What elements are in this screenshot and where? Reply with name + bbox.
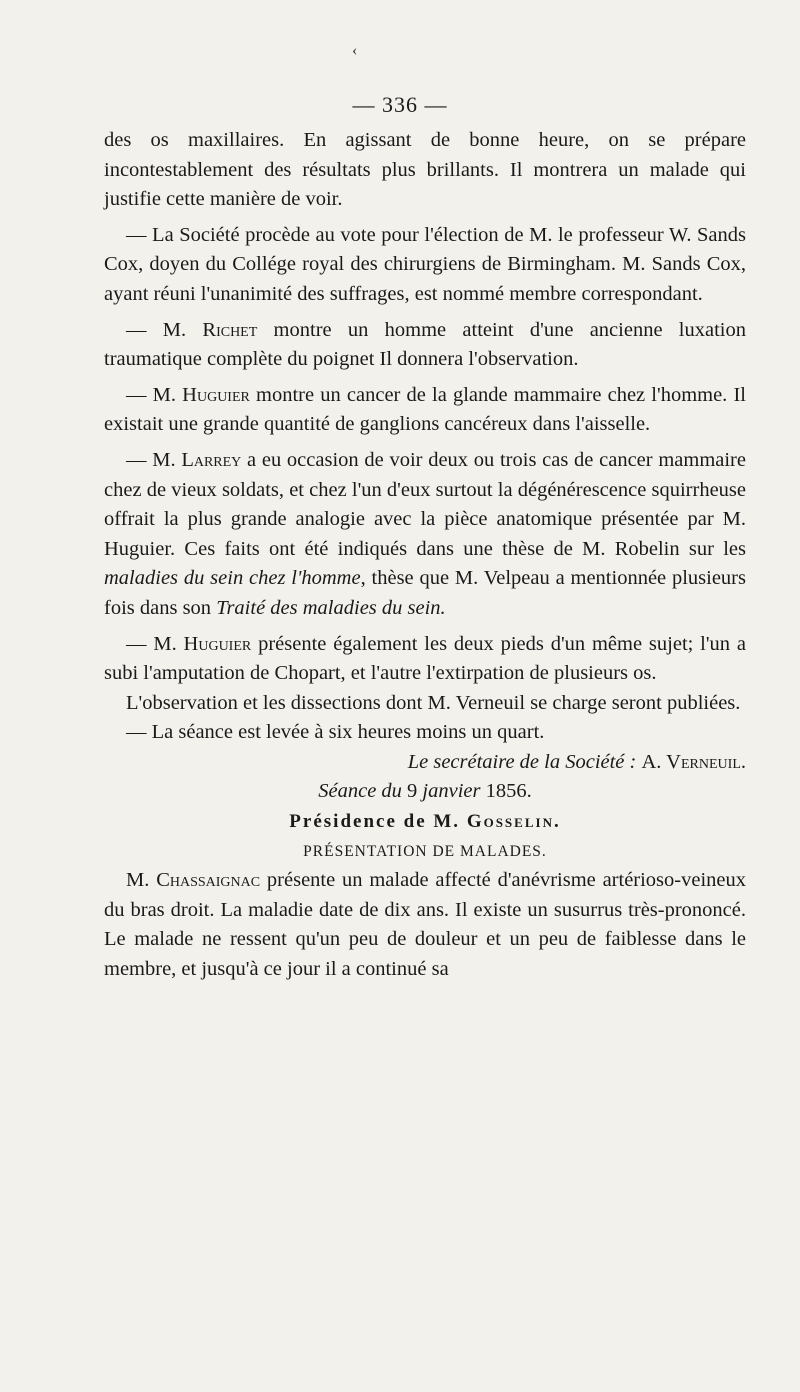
paragraph-2: — La Société procède au vote pour l'élection de M. le professeur W. Sands Cox, doyen du Collége royal des chirurgiens de Birmingham. M. Sands Cox, ayant réuni l'unanimité des suffrages, est nommé membre correspondant. <box>104 223 746 305</box>
presidence: Présidence de M. Gosselin. <box>289 811 561 833</box>
person-name: Richet <box>202 318 258 341</box>
paragraph-8: — La séance est levée à six heures moins un quart. <box>126 721 545 744</box>
page-body <box>104 126 746 985</box>
person-name: Huguier <box>182 383 250 406</box>
page-number: — 336 — <box>352 92 448 117</box>
seance-date: Séance du 9 janvier 1856. <box>318 780 532 803</box>
paragraph-6: — M. Huguier présente également les deux pieds d'un même sujet; l'un a subi l'amputation de Chopart, et l'autre l'extirpation de plusieurs os. <box>104 632 747 685</box>
paragraph-4: — M. Huguier montre un cancer de la glande mammaire chez l'homme. Il existait une grande quantité de ganglions cancéreux dans l'aisselle. <box>104 383 746 436</box>
italic-title: Traité des maladies du sein. <box>216 596 446 619</box>
section-heading: PRÉSENTATION DE MALADES. <box>303 842 547 860</box>
paragraph-9: M. Chassaignac présente un malade affecté d'anévrisme artérioso-veineux du bras droit. La maladie date de dix ans. Il existe un susurrus très-prononcé. Le malade ne ressent qu'un peu de douleur et un peu de faiblesse dans le membre, et jusqu'à ce jour il a continué sa <box>104 869 747 981</box>
paragraph-1: des os maxillaires. En agissant de bonne heure, on se prépare incontestablement des résultats plus brillants. Il montrera un malade qui justifie cette manière de voir. <box>104 129 746 211</box>
signature-name: A. Verneuil. <box>641 750 746 773</box>
person-name: Larrey <box>181 448 242 471</box>
italic-title: maladies du sein chez l'homme <box>104 567 361 590</box>
person-name: Chassaignac <box>156 869 261 892</box>
signature: Le secrétaire de la Société : A. Verneuil. <box>407 750 746 773</box>
paragraph-5: — M. Larrey a eu occasion de voir deux ou trois cas de cancer mammaire chez de vieux soldats, et chez l'un d'eux surtout la dégénérescence squirrheuse offrait la plus grande analogie avec la pièce anatomique présentée par M. Huguier. Ces faits ont été indiqués dans une thèse de M. Robelin sur les maladies du sein chez l'homme, thèse que M. Velpeau a mentionnée plusieurs fois dans son Traité des maladies du sein. <box>104 448 746 619</box>
paragraph-7: L'observation et les dissections dont M. Verneuil se charge seront publiées. <box>126 691 741 714</box>
person-name: Huguier <box>183 632 252 655</box>
paragraph-3: — M. Richet montre un homme atteint d'une ancienne luxation traumatique complète du poignet Il donnera l'observation. <box>104 318 746 371</box>
ink-mark: ‹ <box>352 42 358 59</box>
